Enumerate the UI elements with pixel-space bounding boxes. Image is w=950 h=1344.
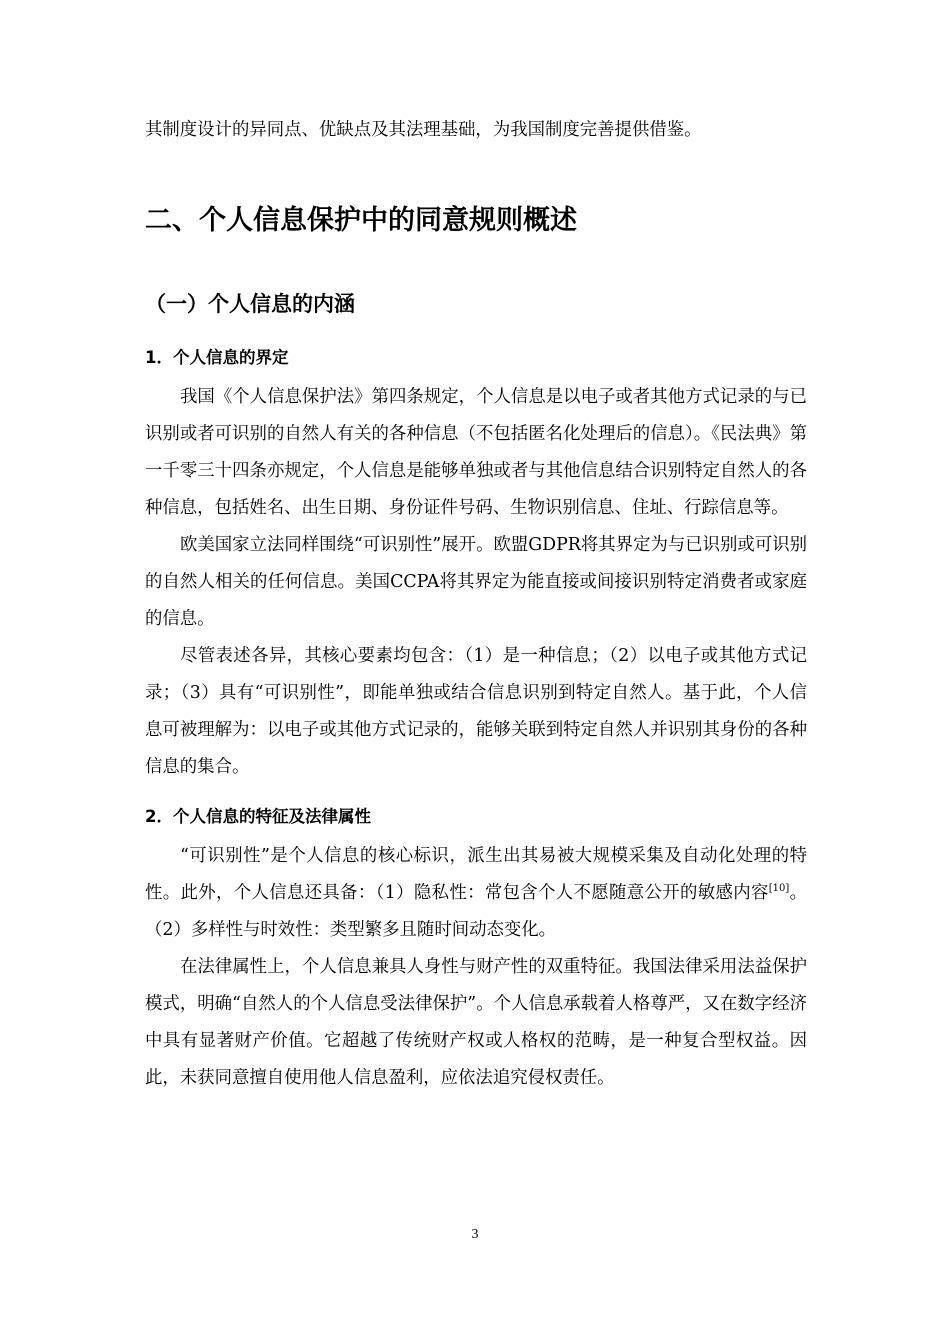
paragraph-characteristics-text-b: 。（2）多样性与时效性：类型繁多且随时间动态变化。 xyxy=(145,883,807,940)
citation-reference[interactable]: [10] xyxy=(768,883,790,895)
page-body xyxy=(145,112,807,1097)
paragraph-definition-china: 我国《个人信息保护法》第四条规定，个人信息是以电子或者其他方式记录的与已识别或者可识别的自然人有关的各种信息（不包括匿名化处理后的信息）。《民法典》第一千零三十四条亦规定，个人信息是能够单独或者与其他信息结合识别特定自然人的各种信息，包括姓名、出生日期、身份证件号码、生物识别信息、住址、行踪信息等。 xyxy=(145,387,807,518)
section-title: 二、个人信息保护中的同意规则概述 xyxy=(145,205,577,236)
paragraph-characteristics-text-a: “可识别性”是个人信息的核心标识，派生出其易被大规模采集及自动化处理的特性。此外，个人信息还具备：（1）隐私性：常包含个人不愿随意公开的敏感内容 xyxy=(145,846,807,903)
heading-definition: 1．个人信息的界定 xyxy=(145,348,289,367)
page-number: 3 xyxy=(471,1227,479,1242)
heading-characteristics: 2．个人信息的特征及法律属性 xyxy=(145,807,371,826)
paragraph-definition-foreign: 欧美国家立法同样围绕“可识别性”展开。欧盟GDPR将其界定为与已识别或可识别的自然人相关的任何信息。美国CCPA将其界定为能直接或间接识别特定消费者或家庭的信息。 xyxy=(145,535,807,629)
paragraph-core-elements: 尽管表述各异，其核心要素均包含：（1）是一种信息；（2）以电子或其他方式记录；（3）具有“可识别性”，即能单独或结合信息识别到特定自然人。基于此，个人信息可被理解为：以电子或其他方式记录的，能够关联到特定自然人并识别其身份的各种信息的集合。 xyxy=(145,646,807,777)
carryover-paragraph: 其制度设计的异同点、优缺点及其法理基础，为我国制度完善提供借鉴。 xyxy=(145,120,702,140)
subsection-title: （一）个人信息的内涵 xyxy=(145,292,355,316)
paragraph-legal-attributes: 在法律属性上，个人信息兼具人身性与财产性的双重特征。我国法律采用法益保护模式，明确“自然人的个人信息受法律保护”。个人信息承载着人格尊严，又在数字经济中具有显著财产价值。它超越了传统财产权或人格权的范畴，是一种复合型权益。因此，未获同意擅自使用他人信息盈利，应依法追究侵权责任。 xyxy=(145,957,807,1088)
paragraph-characteristics xyxy=(145,838,807,949)
